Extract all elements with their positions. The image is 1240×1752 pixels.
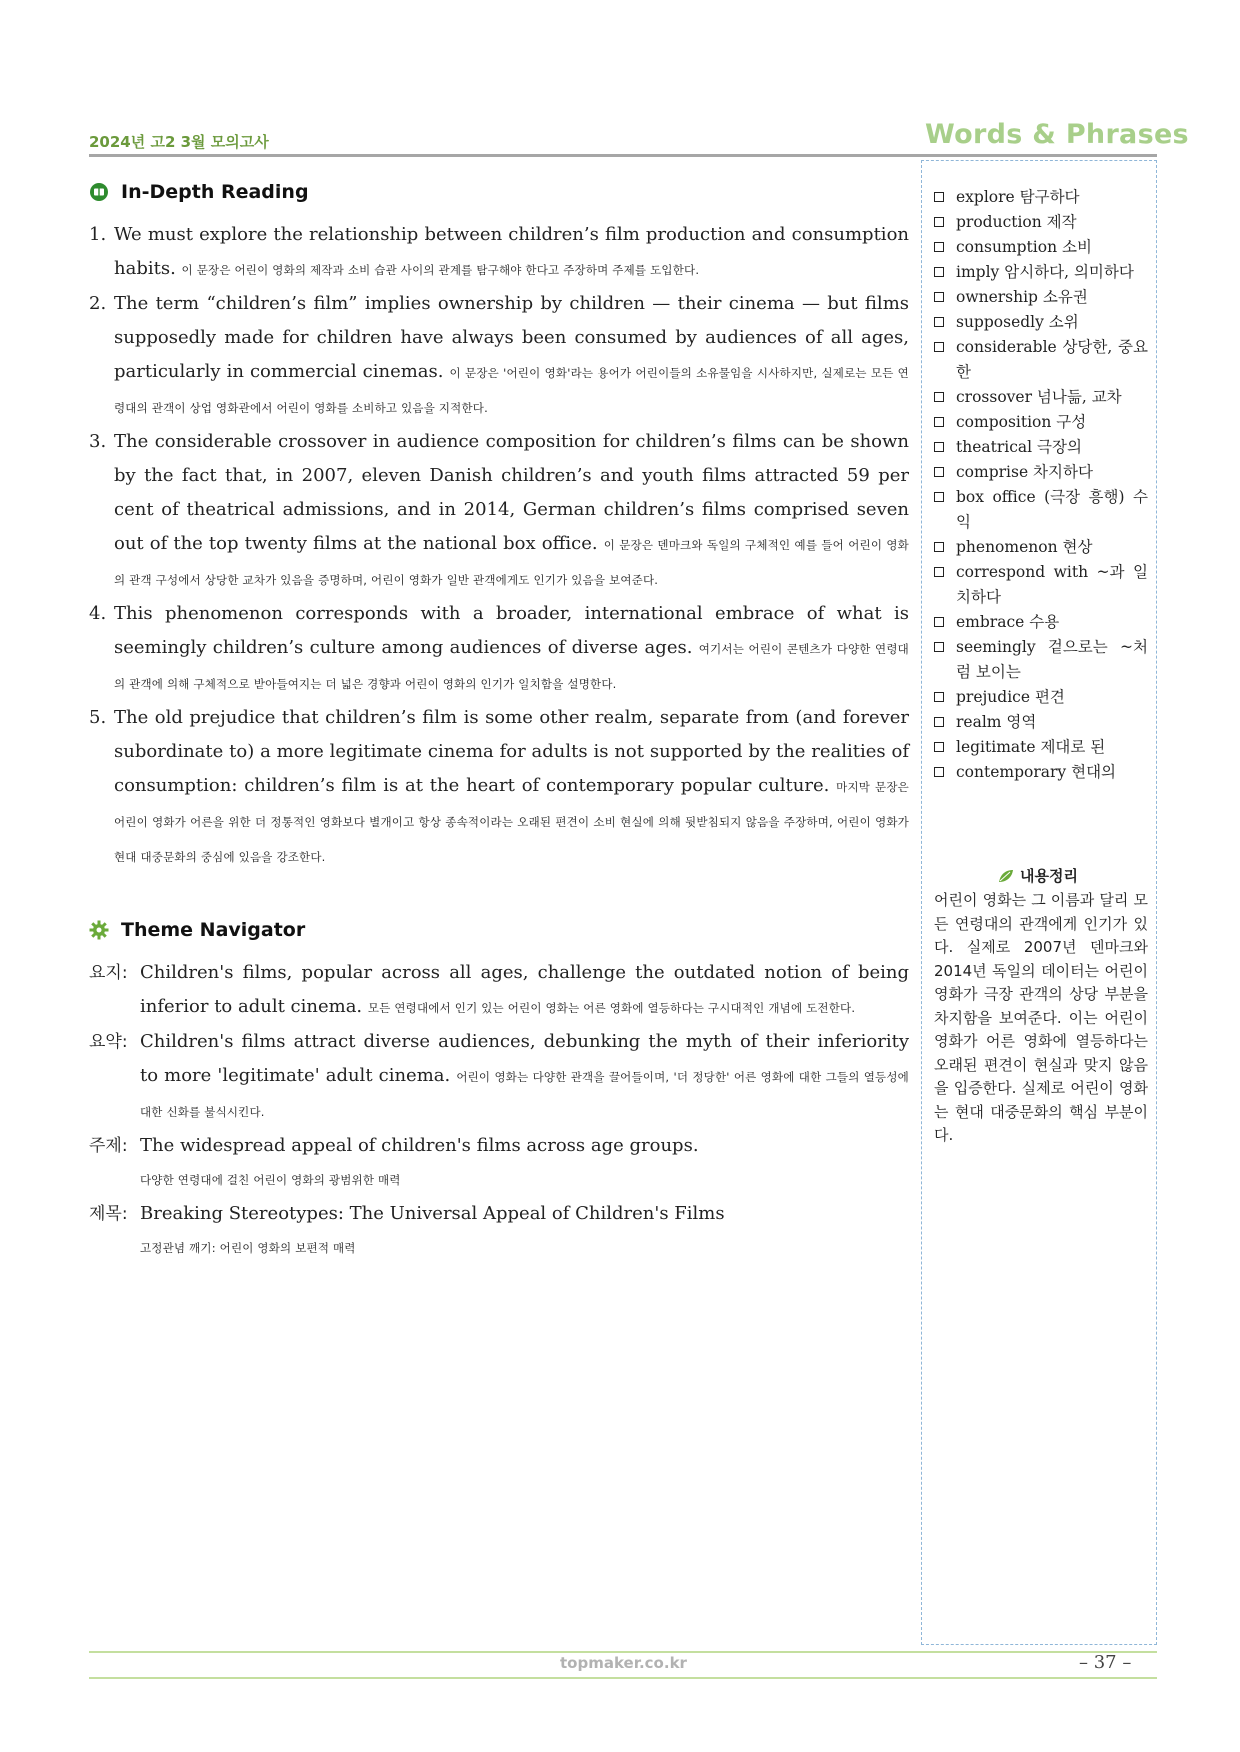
theme-body [140,1025,909,1129]
checkbox-icon[interactable] [934,267,944,277]
reading-item [89,597,909,701]
word-item [934,685,1148,710]
item-korean: 여기서는 어린이 콘텐츠가 다양한 연령대의 관객에 의해 구체적으로 받아들여지는 더 넓은 경향과 어린이 영화의 인기가 일치함을 설명한다. [114,642,909,691]
item-body [114,287,909,425]
summary-heading [998,865,1078,886]
theme-body [140,1197,909,1265]
word-item [934,185,1148,210]
theme-korean: 고정관념 깨기: 어린이 영화의 보편적 매력 [140,1241,356,1255]
word-text: contemporary 현대의 [956,763,1117,781]
item-english: The old prejudice that children’s film is some other realm, separate from (and forever subordinate to) a more legitimate cinema for adults is not supported by the realities of consumption: children’s film is at the heart of contemporary popular culture. [114,707,909,796]
word-item [934,735,1148,760]
checkbox-icon[interactable] [934,317,944,327]
theme-label: 요약: [89,1032,128,1052]
word-text: embrace 수용 [956,613,1060,631]
word-text: composition 구성 [956,413,1087,431]
item-english: We must explore the relationship between children’s film production and consumption habits. [114,224,909,279]
checkbox-icon[interactable] [934,342,944,352]
checkbox-icon[interactable] [934,192,944,202]
theme-row [89,1197,909,1265]
word-text: crossover 넘나듦, 교차 [956,388,1122,406]
summary-text: 어린이 영화는 그 이름과 달리 모든 연령대의 관객에게 인기가 있다. 실제로 2007년 덴마크와 2014년 독일의 데이터는 어린이 영화가 극장 관객의 상당 부분을 차지함을 보여준다. 이는 어린이 영화가 어른 영화에 열등하다는 오래된 편견이 현실과 맞지 않음을 입증한다. 실제로 어린이 영화는 현대 대중문화의 핵심 부분이다. [934,891,1148,1144]
word-text: prejudice 편견 [956,688,1065,706]
gear-icon [89,920,109,940]
theme-english: Children's films attract diverse audiences, debunking the myth of their inferiority to more 'legitimate' adult cinema. [140,1031,909,1086]
word-list [934,185,1148,785]
reading-list [89,218,909,874]
theme-korean: 어린이 영화는 다양한 관객을 끌어들이며, '더 정당한' 어른 영화에 대한 그들의 열등성에 대한 신화를 불식시킨다. [140,1070,909,1119]
word-text: explore 탐구하다 [956,188,1080,206]
word-item [934,760,1148,785]
item-korean: 마지막 문장은 어린이 영화가 어른을 위한 더 정통적인 영화보다 별개이고 항상 종속적이라는 오래된 편견이 소비 현실에 의해 뒷받침되지 않음을 주장하며, 어린이 영화가 현대 대중문화의 중심에 있음을 강조한다. [114,780,909,864]
checkbox-icon[interactable] [934,717,944,727]
word-item [934,435,1148,460]
reading-item [89,701,909,874]
book-bullet-icon [89,182,109,202]
word-item [934,310,1148,335]
theme-english: Breaking Stereotypes: The Universal Appeal of Children's Films [140,1203,725,1224]
word-item [934,410,1148,435]
word-item [934,610,1148,635]
words-sidebar [921,160,1157,1645]
word-item [934,560,1148,610]
word-item [934,385,1148,410]
checkbox-icon[interactable] [934,442,944,452]
word-text: production 제작 [956,213,1077,231]
checkbox-icon[interactable] [934,392,944,402]
word-item [934,260,1148,285]
word-text: imply 암시하다, 의미하다 [956,263,1134,281]
checkbox-icon[interactable] [934,467,944,477]
word-text: theatrical 극장의 [956,438,1082,456]
header-divider [89,154,1157,157]
word-text: legitimate 제대로 된 [956,738,1106,756]
reading-title-text: In-Depth Reading [121,181,309,203]
item-english: The considerable crossover in audience composition for children’s films can be shown by the fact that, in 2007, eleven Danish children’s and youth films attracted 59 per cent of theatrical admissions, and in 2014, German children’s films comprised seven out of the top twenty films at the national box office. [114,431,909,554]
theme-korean: 다양한 연령대에 걸친 어린이 영화의 광범위한 매력 [140,1173,401,1187]
checkbox-icon[interactable] [934,417,944,427]
theme-label: 주제: [89,1136,128,1156]
checkbox-icon[interactable] [934,217,944,227]
checkbox-icon[interactable] [934,617,944,627]
word-text: seemingly 겉으로는 ~처럼 보이는 [956,638,1148,681]
checkbox-icon[interactable] [934,767,944,777]
word-text: comprise 차지하다 [956,463,1093,481]
word-text: considerable 상당한, 중요한 [956,338,1148,381]
checkbox-icon[interactable] [934,567,944,577]
checkbox-icon[interactable] [934,542,944,552]
exam-title: 2024년 고2 3월 모의고사 [89,133,269,151]
word-text: ownership 소유권 [956,288,1088,306]
item-number: 3. [89,431,107,452]
word-text: consumption 소비 [956,238,1092,256]
word-item [934,460,1148,485]
word-item [934,485,1148,535]
checkbox-icon[interactable] [934,242,944,252]
main-content [89,176,909,1265]
word-item [934,635,1148,685]
word-item [934,285,1148,310]
page-number: – 37 – [1079,1652,1132,1673]
word-text: box office (극장 흥행) 수익 [956,488,1148,531]
checkbox-icon[interactable] [934,692,944,702]
item-body [114,701,909,874]
theme-body [140,1129,909,1197]
theme-body [140,956,909,1025]
theme-title-text: Theme Navigator [121,919,306,941]
theme-row [89,1129,909,1197]
footer-url: topmaker.co.kr [560,1654,687,1672]
item-body [114,218,909,287]
reading-item [89,425,909,597]
word-text: correspond with ~과 일치하다 [956,563,1148,606]
item-number: 5. [89,707,107,728]
item-body [114,597,909,701]
theme-label: 제목: [89,1204,128,1224]
leaf-icon [998,869,1014,883]
theme-row [89,1025,909,1129]
word-item [934,235,1148,260]
word-item [934,210,1148,235]
footer-divider-bottom [89,1677,1157,1679]
item-english: This phenomenon corresponds with a broader, international embrace of what is seemingly children’s culture among audiences of diverse ages. [114,603,909,658]
theme-label: 요지: [89,963,128,983]
checkbox-icon[interactable] [934,492,944,502]
item-number: 2. [89,293,107,314]
section-heading: Words & Phrases [925,119,1189,150]
checkbox-icon[interactable] [934,642,944,652]
theme-list [89,956,909,1265]
item-korean: 이 문장은 덴마크와 독일의 구체적인 예를 들어 어린이 영화의 관객 구성에서 상당한 교차가 있음을 증명하며, 어린이 영화가 일반 관객에게도 인기가 있음을 보여준다. [114,538,909,587]
summary-title-text: 내용정리 [1020,867,1078,885]
word-item [934,335,1148,385]
item-number: 1. [89,224,107,245]
reading-section-title [89,176,909,208]
footer-divider-top [89,1651,1157,1653]
checkbox-icon[interactable] [934,742,944,752]
item-korean: 이 문장은 어린이 영화의 제작과 소비 습관 사이의 관계를 탐구해야 한다고 주장하며 주제를 도입한다. [181,263,700,277]
word-item [934,710,1148,735]
word-text: realm 영역 [956,713,1037,731]
item-korean: 이 문장은 '어린이 영화'라는 용어가 어린이들의 소유물임을 시사하지만, 실제로는 모든 연령대의 관객이 상업 영화관에서 어린이 영화를 소비하고 있음을 지적한다. [114,366,909,415]
theme-row [89,956,909,1025]
theme-korean: 모든 연령대에서 인기 있는 어린이 영화는 어른 영화에 열등하다는 구시대적인 개념에 도전한다. [367,1001,856,1015]
theme-english: The widespread appeal of children's films across age groups. [140,1135,699,1156]
theme-english: Children's films, popular across all ages, challenge the outdated notion of being inferior to adult cinema. [140,962,909,1017]
item-number: 4. [89,603,107,624]
checkbox-icon[interactable] [934,292,944,302]
word-text: supposedly 소위 [956,313,1079,331]
item-english: The term “children’s film” implies ownership by children — their cinema — but films supposedly made for children have always been consumed by audiences of all ages, particularly in commercial cinemas. [114,293,909,382]
item-body [114,425,909,597]
word-item [934,535,1148,560]
word-text: phenomenon 현상 [956,538,1093,556]
theme-section-title [89,914,909,946]
reading-item [89,218,909,287]
reading-item [89,287,909,425]
